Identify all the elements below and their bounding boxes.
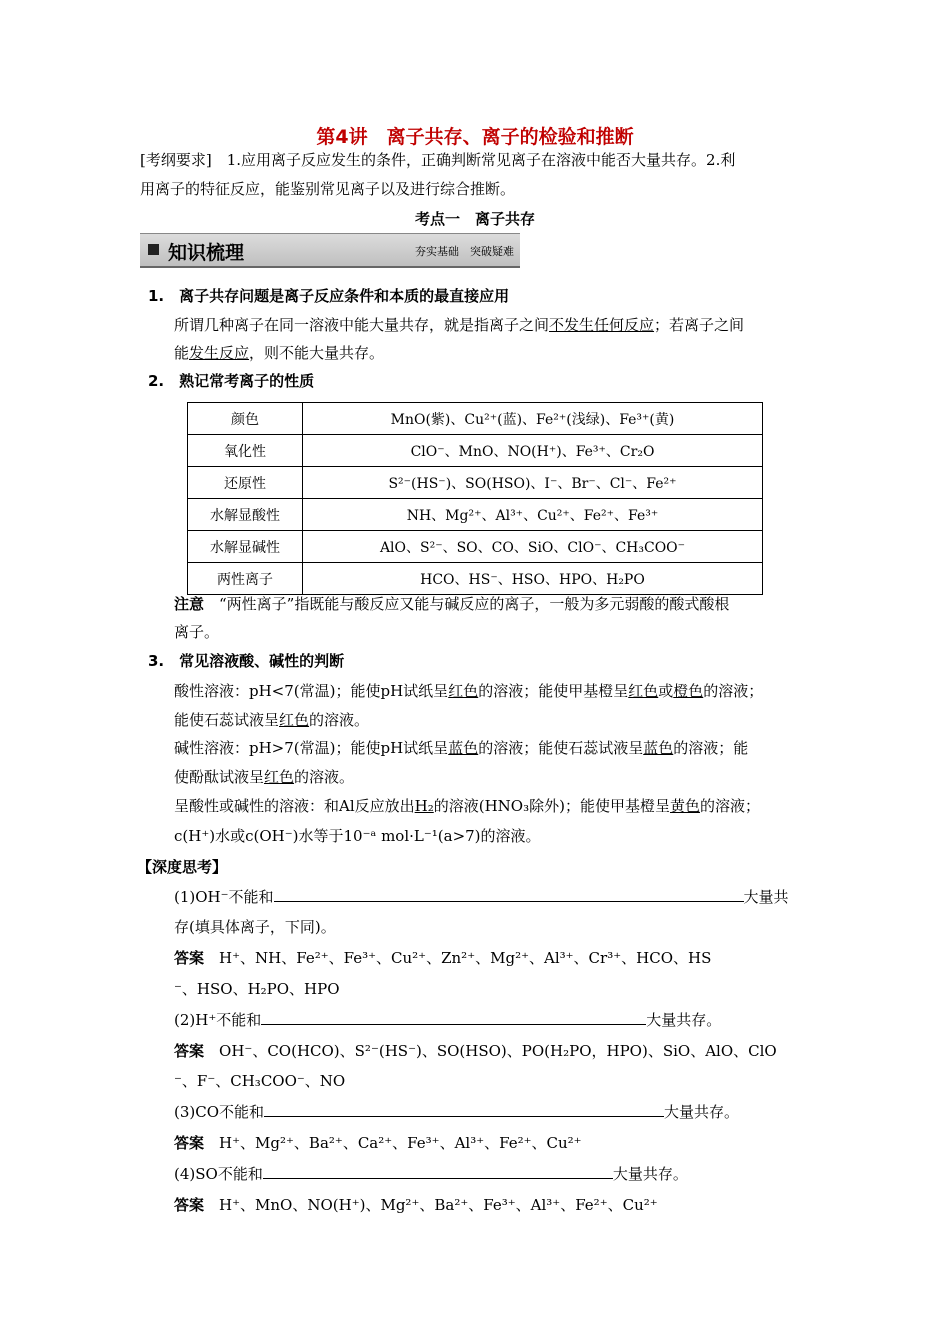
- answer-underline: 红色: [264, 768, 295, 786]
- table-value: HCO、HS⁻、HSO、HPO、H₂PO: [303, 563, 763, 595]
- text: 的溶液。: [294, 768, 355, 786]
- table-row: [188, 563, 763, 595]
- requirement-line-1: [考纲要求] 1.应用离子反应发生的条件，正确判断常见离子在溶液中能否大量共存。2.利: [140, 151, 736, 169]
- answer-underline: 蓝色: [448, 739, 479, 757]
- banner-subtitle: 夯实基础 突破疑难: [415, 245, 514, 258]
- text: ；若离子之间: [654, 316, 745, 334]
- text: 大量共存。: [646, 1011, 722, 1029]
- table-key: 水解显碱性: [188, 531, 303, 563]
- note-line-2: 离子。: [174, 623, 220, 641]
- answer-4: [174, 1195, 658, 1215]
- section-heading: 考点一 离子共存: [414, 210, 535, 228]
- text: 的溶液；: [700, 797, 761, 815]
- table-value: MnO(紫)、Cu²⁺(蓝)、Fe²⁺(浅绿)、Fe³⁺(黄): [303, 403, 763, 435]
- text: 能使石蕊试液呈: [174, 711, 280, 729]
- banner-title: 知识梳理: [168, 242, 245, 264]
- text: 所谓几种离子在同一溶液中能大量共存，就是指离子之间: [174, 316, 550, 334]
- table-row: [188, 403, 763, 435]
- point2-heading: 2. 熟记常考离子的性质: [148, 372, 315, 390]
- table-key: 氧化性: [188, 435, 303, 467]
- answer-3: [174, 1133, 582, 1153]
- point1-line-1: [174, 315, 744, 335]
- note-line-1: [174, 594, 729, 614]
- text: 呈酸性或碱性的溶液：和Al反应放出: [174, 797, 415, 815]
- text: 的溶液；: [703, 682, 764, 700]
- table-value: ClO⁻、MnO、NO(H⁺)、Fe³⁺、Cr₂O: [303, 435, 763, 467]
- answer-underline: 红色: [628, 682, 659, 700]
- question-2: [174, 1010, 721, 1030]
- text: 碱性溶液：pH>7(常温)；能使pH试纸呈: [174, 739, 449, 757]
- answer-text: H⁺、NH、Fe²⁺、Fe³⁺、Cu²⁺、Zn²⁺、Mg²⁺、Al³⁺、Cr³⁺、HCO、HS: [219, 949, 712, 967]
- answer-underline: 红色: [448, 682, 479, 700]
- text: (3)CO不能和: [174, 1103, 265, 1121]
- text: 大量共: [743, 888, 789, 906]
- deep-heading: 【深度思考】: [137, 858, 228, 876]
- ion-properties-table: [187, 402, 763, 595]
- acid-line-1: [174, 681, 763, 701]
- text: 的溶液。: [309, 711, 370, 729]
- answer-underline: 蓝色: [643, 739, 674, 757]
- text: (4)SO不能和: [174, 1165, 263, 1183]
- table-value: S²⁻(HS⁻)、SO(HSO)、I⁻、Br⁻、Cl⁻、Fe²⁺: [303, 467, 763, 499]
- either-line-1: [174, 796, 760, 816]
- table-key: 水解显酸性: [188, 499, 303, 531]
- page-title: 第4讲 离子共存、离子的检验和推断: [316, 126, 634, 148]
- question-3: [174, 1102, 739, 1122]
- table-key: 还原性: [188, 467, 303, 499]
- square-bullet-icon: [148, 244, 159, 255]
- note-text: “两性离子”指既能与酸反应又能与碱反应的离子，一般为多元弱酸的酸式酸根: [204, 595, 730, 613]
- answer-underline: H₂: [414, 797, 434, 815]
- answer-1-line-2: ⁻、HSO、H₂PO、HPO: [174, 980, 340, 998]
- either-line-2: c(H⁺)水或c(OH⁻)水等于10⁻ᵃ mol·L⁻¹(a>7)的溶液。: [174, 827, 541, 845]
- text: 或: [658, 682, 674, 700]
- point1-heading: 1. 离子共存问题是离子反应条件和本质的最直接应用: [148, 287, 510, 305]
- table-value: NH、Mg²⁺、Al³⁺、Cu²⁺、Fe²⁺、Fe³⁺: [303, 499, 763, 531]
- text: (2)H⁺不能和: [174, 1011, 262, 1029]
- answer-text: H⁺、Mg²⁺、Ba²⁺、Ca²⁺、Fe³⁺、Al³⁺、Fe²⁺、Cu²⁺: [219, 1134, 582, 1152]
- point3-heading: 3. 常见溶液酸、碱性的判断: [148, 652, 345, 670]
- text: 能: [174, 344, 190, 362]
- question-4: [174, 1164, 688, 1184]
- answer-2-line-2: ⁻、F⁻、CH₃COO⁻、NO: [174, 1072, 346, 1090]
- knowledge-banner: [140, 233, 520, 268]
- answer-blank[interactable]: [264, 1102, 664, 1117]
- text: 的溶液(HNO₃除外)；能使甲基橙呈: [433, 797, 670, 815]
- question-1-cont: 存(填具体离子，下同)。: [174, 918, 336, 936]
- text: 的溶液；能使甲基橙呈: [478, 682, 629, 700]
- text: ，则不能大量共存。: [249, 344, 385, 362]
- answer-2-line-1: [174, 1041, 777, 1061]
- answer-underline: 发生反应: [189, 344, 250, 362]
- answer-label: 答案: [174, 1042, 205, 1060]
- answer-underline: 红色: [279, 711, 310, 729]
- base-line-1: [174, 738, 748, 758]
- acid-line-2: [174, 710, 369, 730]
- answer-label: 答案: [174, 949, 205, 967]
- answer-1-line-1: [174, 948, 711, 968]
- text: (1)OH⁻不能和: [174, 888, 274, 906]
- answer-text: OH⁻、CO(HCO)、S²⁻(HS⁻)、SO(HSO)、PO(H₂PO，HPO)、SiO、AlO、ClO: [219, 1042, 777, 1060]
- answer-blank[interactable]: [274, 887, 744, 902]
- text: 的溶液；能使石蕊试液呈: [478, 739, 644, 757]
- answer-label: 答案: [174, 1134, 205, 1152]
- table-row: [188, 467, 763, 499]
- answer-blank[interactable]: [263, 1164, 613, 1179]
- table-row: [188, 531, 763, 563]
- point1-line-2: [174, 343, 384, 363]
- text: 的溶液；能: [673, 739, 749, 757]
- table-key: 两性离子: [188, 563, 303, 595]
- table-key: 颜色: [188, 403, 303, 435]
- note-label: 注意: [174, 595, 205, 613]
- text: 酸性溶液：pH<7(常温)；能使pH试纸呈: [174, 682, 449, 700]
- base-line-2: [174, 767, 354, 787]
- question-1: [174, 887, 789, 907]
- answer-text: H⁺、MnO、NO(H⁺)、Mg²⁺、Ba²⁺、Fe³⁺、Al³⁺、Fe²⁺、Cu²⁺: [219, 1196, 658, 1214]
- answer-underline: 不发生任何反应: [549, 316, 655, 334]
- table-row: [188, 499, 763, 531]
- requirement-line-2: 用离子的特征反应，能鉴别常见离子以及进行综合推断。: [140, 180, 516, 198]
- answer-underline: 黄色: [669, 797, 700, 815]
- text: 使酚酞试液呈: [174, 768, 265, 786]
- answer-underline: 橙色: [673, 682, 704, 700]
- table-value: AlO、S²⁻、SO、CO、SiO、ClO⁻、CH₃COO⁻: [303, 531, 763, 563]
- table-row: [188, 435, 763, 467]
- answer-label: 答案: [174, 1196, 205, 1214]
- text: 大量共存。: [664, 1103, 740, 1121]
- text: 大量共存。: [612, 1165, 688, 1183]
- answer-blank[interactable]: [261, 1010, 646, 1025]
